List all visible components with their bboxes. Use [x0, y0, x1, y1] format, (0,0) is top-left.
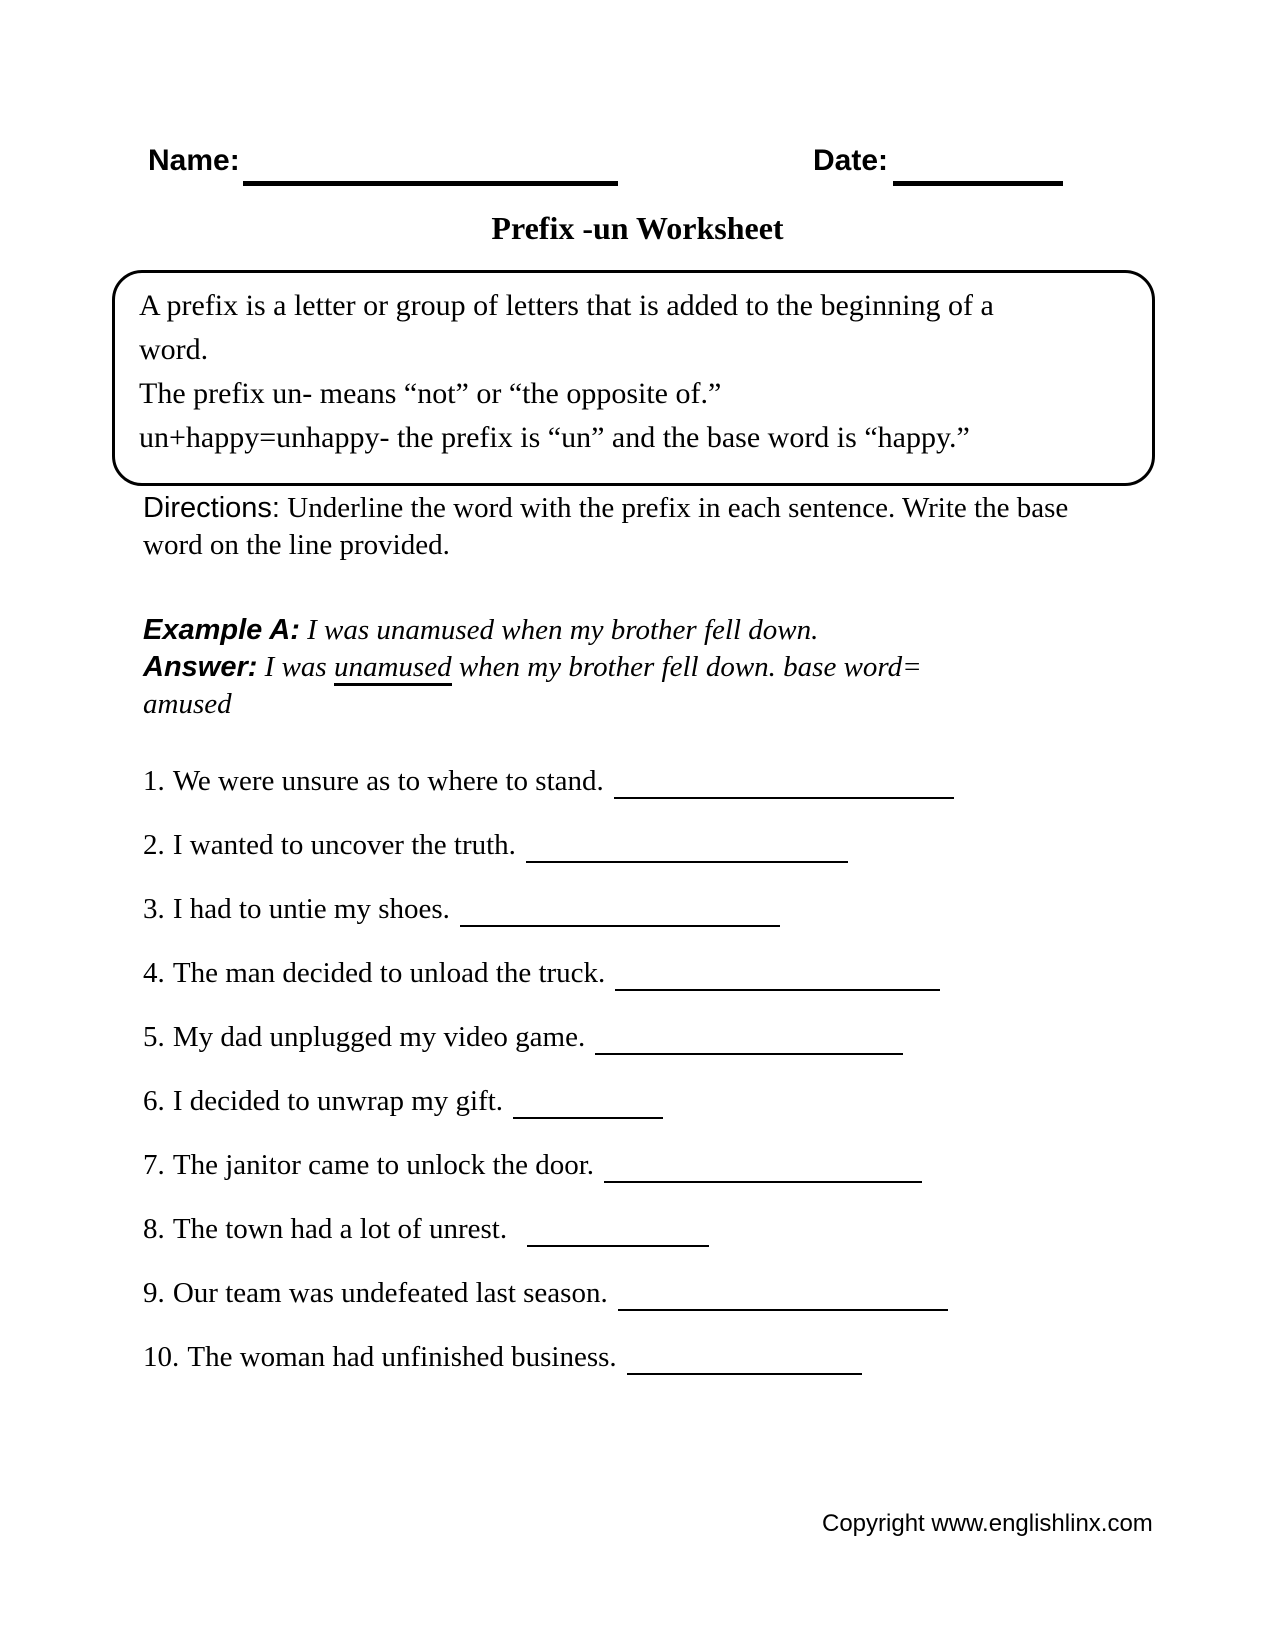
question-number: 1.: [143, 765, 165, 797]
answer-blank-line[interactable]: [604, 1173, 922, 1183]
question-text: We were unsure as to where to stand.: [172, 765, 604, 797]
definition-line: A prefix is a letter or group of letters that is added to the beginning of a: [139, 289, 994, 322]
question-text: I decided to unwrap my gift.: [172, 1085, 504, 1117]
question-number: 2.: [143, 829, 165, 861]
answer-line: [143, 649, 1098, 686]
definition-line: The prefix un- means “not” or “the opposite of.”: [139, 377, 722, 410]
question-text: I wanted to uncover the truth.: [172, 829, 516, 861]
answer-blank-line[interactable]: [614, 789, 954, 799]
question-text: The town had a lot of unrest.: [172, 1213, 508, 1245]
prefix-definition-box: [112, 270, 1155, 486]
answer-blank-line[interactable]: [513, 1109, 663, 1119]
answer-blank-line[interactable]: [595, 1045, 903, 1055]
question-item-5: [143, 1021, 903, 1055]
answer-post: when my brother fell down. base word=: [458, 651, 922, 683]
question-text: The man decided to unload the truck.: [172, 957, 606, 989]
question-number: 10.: [143, 1341, 180, 1373]
definition-line: word.: [139, 333, 209, 366]
answer-pre: I was: [264, 651, 327, 683]
question-item-3: [143, 893, 780, 927]
answer-blank-line[interactable]: [460, 917, 780, 927]
example-sentence: I was unamused when my brother fell down.: [307, 614, 819, 646]
answer-blank-line[interactable]: [615, 981, 940, 991]
name-label: Name:: [148, 144, 240, 177]
question-item-1: [143, 765, 954, 799]
directions-text: Underline the word with the prefix in each sentence. Write the base word on the line provided.: [143, 492, 1069, 561]
question-text: Our team was undefeated last season.: [172, 1277, 608, 1309]
directions-label: Directions:: [143, 492, 280, 524]
question-item-8: [143, 1213, 709, 1247]
answer-wrap-line: amused: [143, 688, 232, 720]
question-number: 8.: [143, 1213, 165, 1245]
answer-blank-line[interactable]: [527, 1237, 709, 1247]
question-item-9: [143, 1277, 948, 1311]
question-number: 6.: [143, 1085, 165, 1117]
question-item-10: [143, 1341, 862, 1375]
page-title: Prefix -un Worksheet: [491, 210, 784, 246]
example-block: [143, 612, 1098, 723]
answer-label: Answer:: [143, 651, 258, 683]
directions: [143, 490, 1083, 564]
answer-blank-line[interactable]: [627, 1365, 862, 1375]
definition-line: un+happy=unhappy- the prefix is “un” and the base word is “happy.”: [139, 421, 970, 454]
question-number: 5.: [143, 1021, 165, 1053]
date-fill-in-line[interactable]: [893, 181, 1063, 186]
date-label: Date:: [813, 144, 889, 177]
question-number: 9.: [143, 1277, 165, 1309]
answer-underlined-word: unamused: [334, 651, 452, 686]
question-number: 3.: [143, 893, 165, 925]
question-item-2: [143, 829, 848, 863]
example-label: Example A:: [143, 614, 300, 646]
question-number: 7.: [143, 1149, 165, 1181]
question-item-4: [143, 957, 940, 991]
name-fill-in-line[interactable]: [243, 181, 618, 186]
example-line: [143, 612, 1098, 649]
answer-blank-line[interactable]: [618, 1301, 948, 1311]
answer-blank-line[interactable]: [526, 853, 848, 863]
question-item-6: [143, 1085, 663, 1119]
question-text: The janitor came to unlock the door.: [172, 1149, 595, 1181]
question-number: 4.: [143, 957, 165, 989]
question-text: I had to untie my shoes.: [172, 893, 450, 925]
question-item-7: [143, 1149, 922, 1183]
question-text: My dad unplugged my video game.: [172, 1021, 586, 1053]
question-text: The woman had unfinished business.: [187, 1341, 617, 1373]
copyright-text: Copyright www.englishlinx.com: [822, 1510, 1153, 1537]
